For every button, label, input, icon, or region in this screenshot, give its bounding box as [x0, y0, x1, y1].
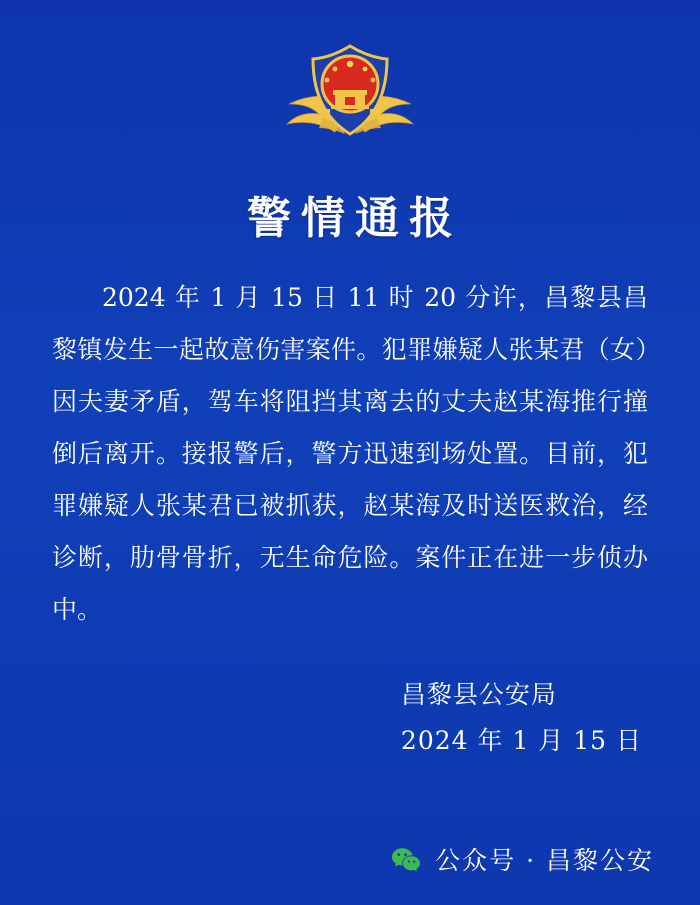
- page-title: 警情通报: [247, 193, 463, 244]
- signature-unit: 昌黎县公安局: [400, 680, 557, 709]
- china-police-emblem-icon: [275, 38, 425, 158]
- emblem-container: [0, 38, 700, 158]
- wechat-footer: [389, 841, 654, 877]
- wechat-icon: [389, 843, 423, 877]
- footer-text: 公众号 · 昌黎公安: [435, 846, 654, 875]
- notice-body: 2024 年 1 月 15 日 11 时 20 分许，昌黎县昌黎镇发生一起故意伤害案件。犯罪嫌疑人张某君（女）因夫妻矛盾，驾车将阻挡其离去的丈夫赵某海推行撞倒后离开。接报警后，警方迅速到场处置。目前，犯罪嫌疑人张某君已被抓获，赵某海及时送医救治，经诊断，肋骨骨折，无生命危险。案件正在进一步侦办中。: [52, 283, 648, 624]
- signature-date: 2024 年 1 月 15 日: [400, 726, 642, 755]
- signature-block: [401, 672, 642, 764]
